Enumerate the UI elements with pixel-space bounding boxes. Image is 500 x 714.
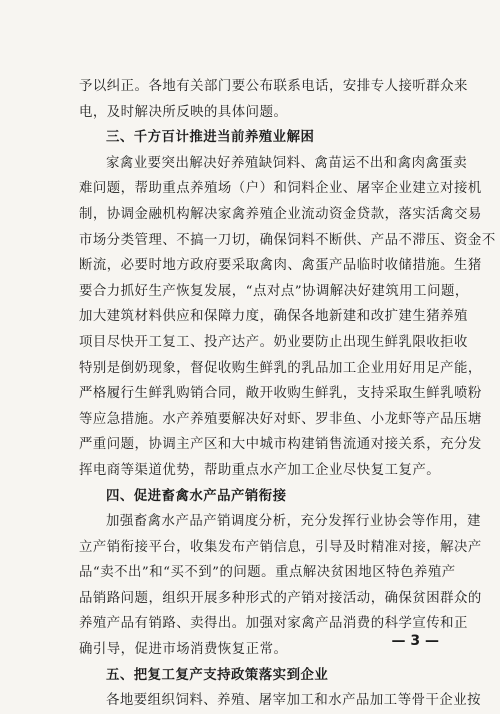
text-line: 电，及时解决所反映的具体问题。 — [79, 104, 288, 120]
text-line: 断流，必要时地方政府要采取禽肉、禽蛋产品临时收储措施。生猪 — [79, 258, 482, 274]
text-line: 家禽业要突出解决好养殖缺饲料、禽苗运不出和禽肉禽蛋卖 — [106, 155, 468, 171]
text-line: 要合力抓好生产恢复发展，“点对点”协调解决好建筑用工问题， — [79, 283, 469, 299]
text-line: 品“卖不出”和“买不到”的问题。重点解决贫困地区特色养殖产 — [79, 565, 456, 581]
section-heading: 五、把复工复产支持政策落实到企业 — [106, 667, 329, 683]
text-line: 市场分类管理、不搞一刀切，确保饲料不断供、产品不滞压、资金不 — [79, 232, 496, 248]
section-heading: 三、千方百计推进当前养殖业解困 — [106, 130, 315, 146]
text-line: 品销路问题，组织开展多种形式的产销对接活动，确保贫困群众的 — [79, 590, 482, 606]
section-heading: 四、促进畜禽水产品产销衔接 — [106, 488, 287, 504]
text-line: 予以纠正。各地有关部门要公布联系电话，安排专人接听群众来 — [79, 79, 468, 94]
text-line: 挥电商等渠道优势，帮助重点水产加工企业尽快复工复产。 — [79, 462, 441, 478]
text-line: 特别是倒奶现象，督促收购生鲜乳的乳品加工企业用好用足产能， — [79, 360, 482, 376]
text-line: 严格履行生鲜乳购销合同，敞开收购生鲜乳，支持采取生鲜乳喷粉 — [79, 386, 482, 402]
text-line: 难问题，帮助重点养殖场（户）和饲料企业、屠宰企业建立对接机 — [79, 181, 482, 197]
text-line: 严重问题，协调主产区和大中城市构建销售流通对接关系，充分发 — [79, 437, 482, 453]
page-number: — 3 — — [391, 633, 439, 649]
text-line: 加大建筑材料供应和保障力度，确保各地新建和改扩建生猪养殖 — [79, 309, 468, 325]
text-line: 养殖产品有销路、卖得出。加强对家禽产品消费的科学宣传和正 — [79, 616, 468, 632]
text-line: 确引导，促进市场消费恢复正常。 — [79, 642, 288, 658]
text-line: 制，协调金融机构解决家禽养殖企业流动资金贷款，落实活禽交易 — [79, 206, 482, 222]
text-line: 各地要组织饲料、养殖、屠宰加工和水产品加工等骨干企业按 — [106, 693, 482, 709]
text-line: 立产销衔接平台，收集发布产销信息，引导及时精准对接，解决产 — [79, 539, 482, 555]
text-line: 等应急措施。水产养殖要解决好对虾、罗非鱼、小龙虾等产品压塘 — [79, 411, 482, 427]
text-line: 项目尽快开工复工、投产达产。奶业要防止出现生鲜乳限收拒收 — [79, 334, 468, 350]
document-body — [79, 74, 496, 714]
text-line: 加强畜禽水产品产销调度分析，充分发挥行业协会等作用，建 — [106, 514, 482, 530]
